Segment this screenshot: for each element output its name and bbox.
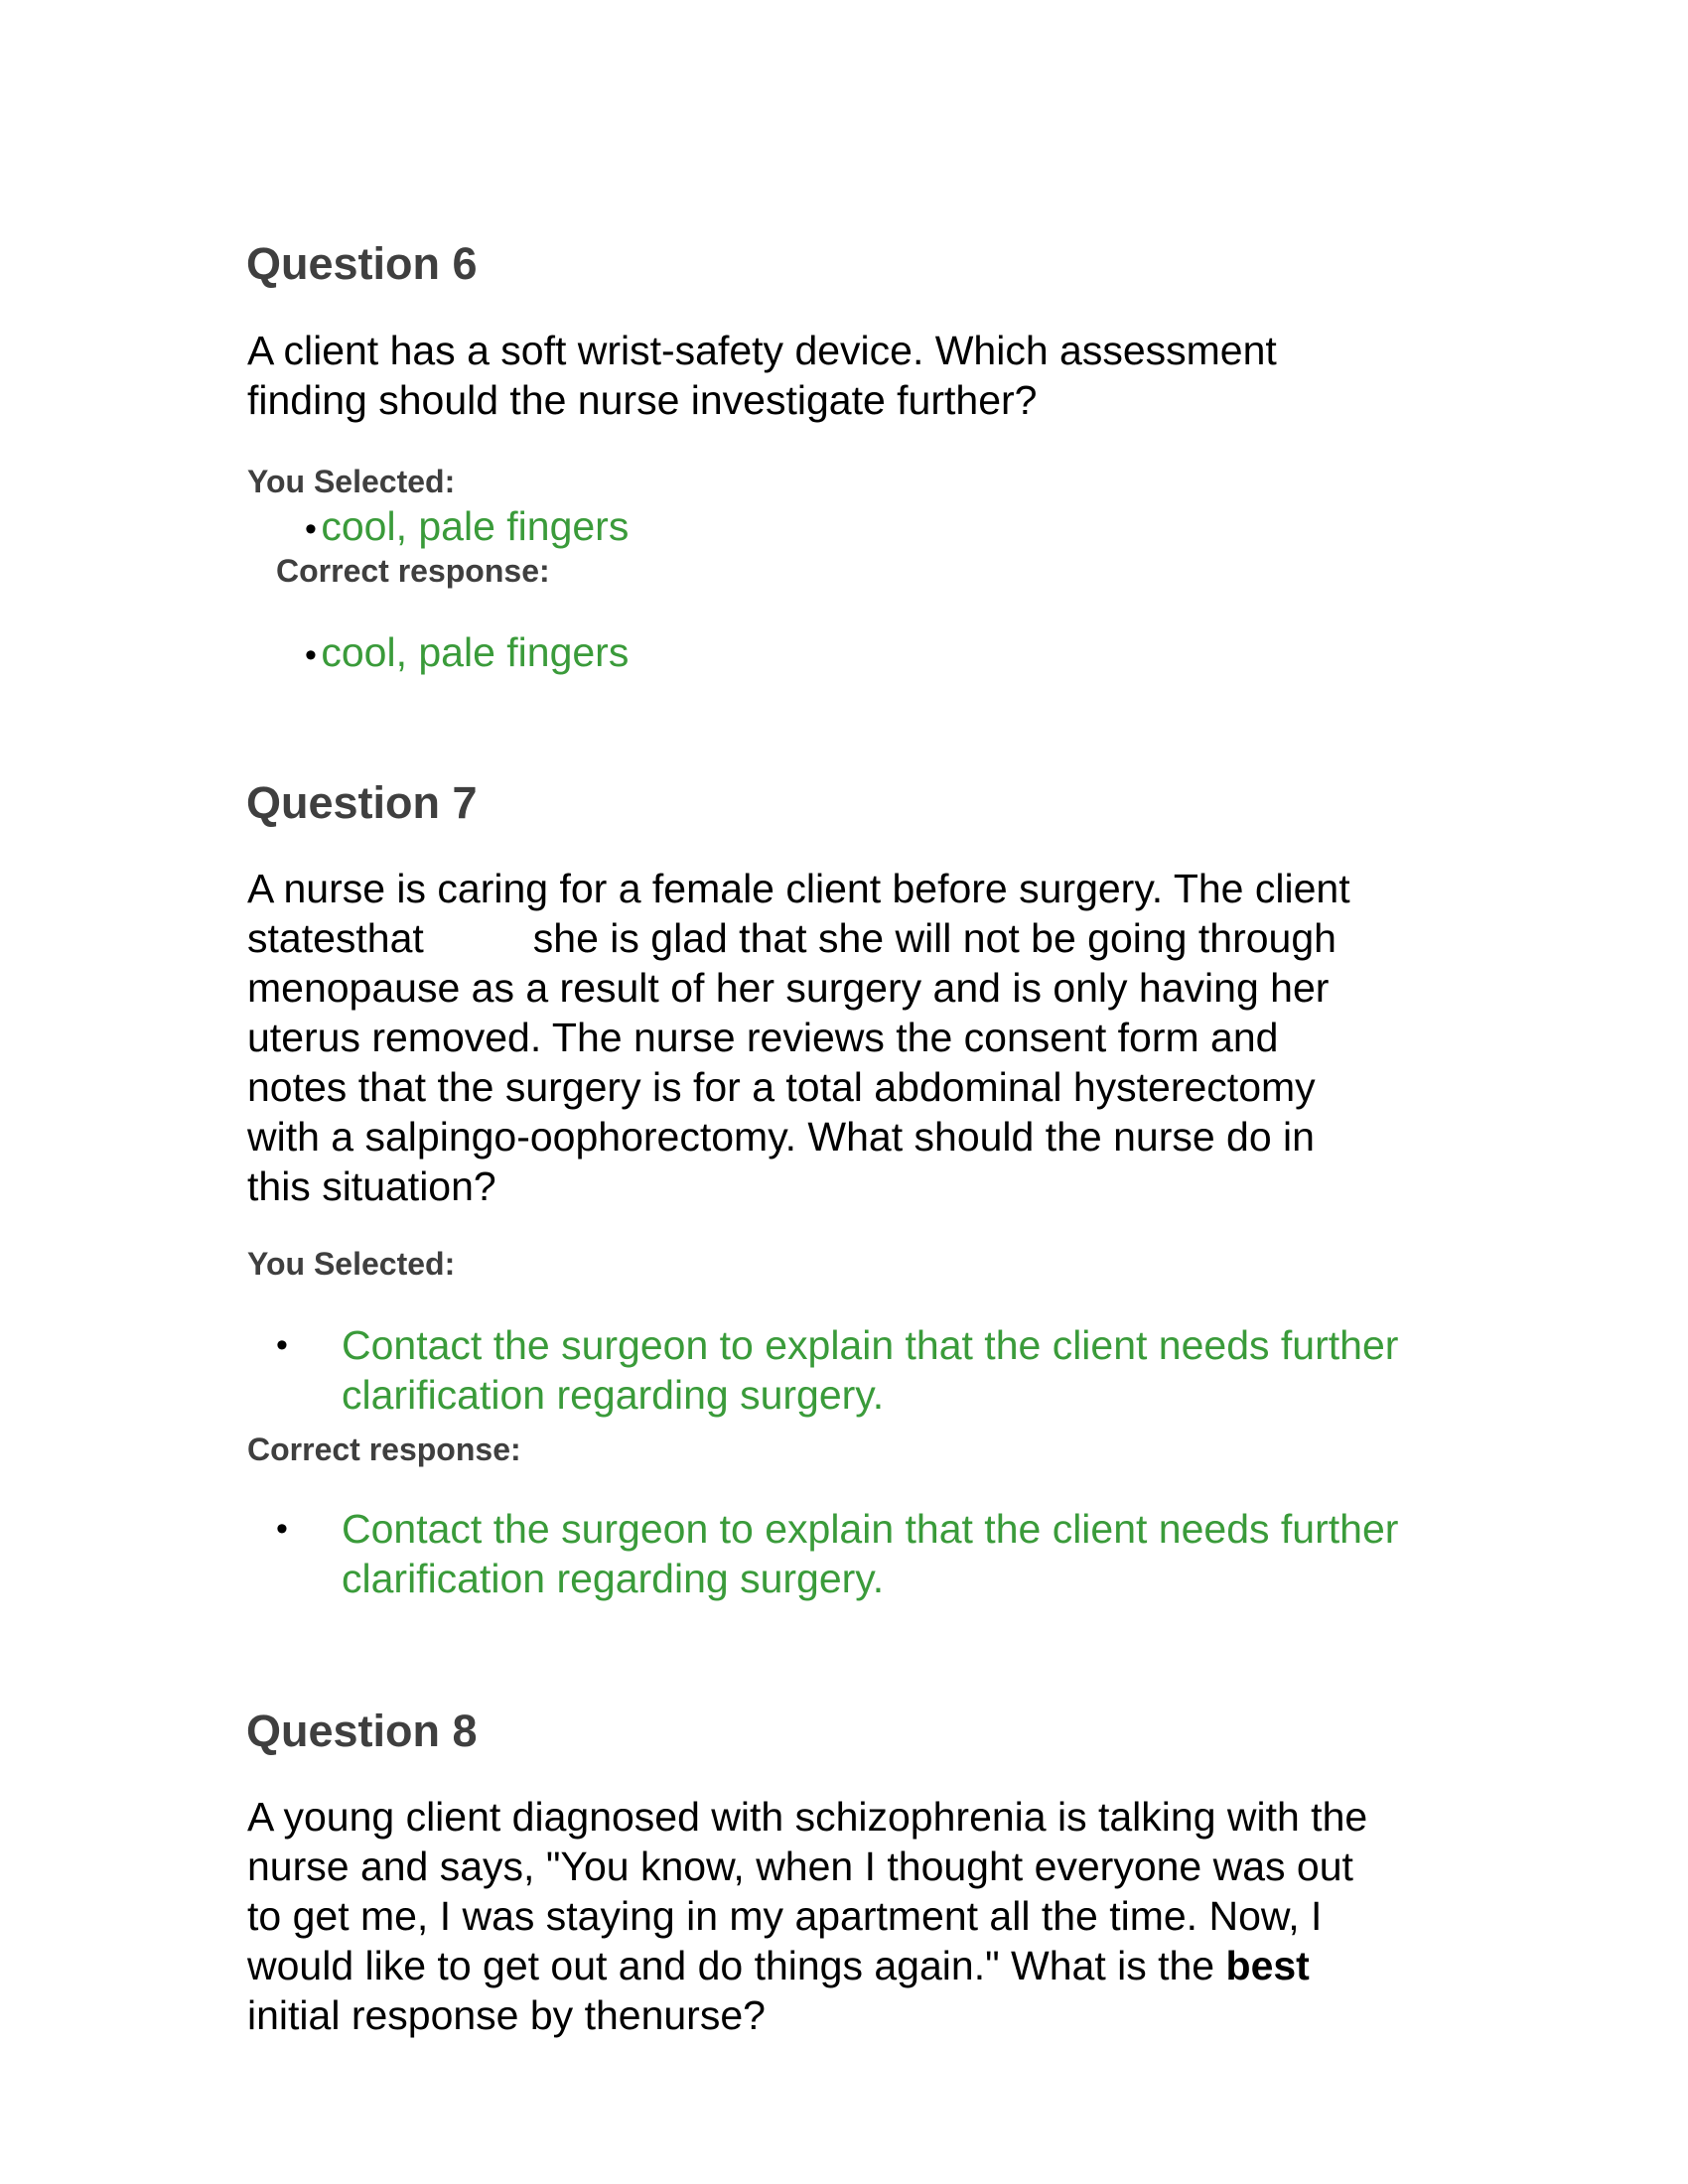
question-7-text-line-2b: she is glad that she will not be going through bbox=[532, 915, 1336, 961]
question-6-text-line-2: finding should the nurse investigate further? bbox=[247, 377, 1038, 423]
question-6-text-line-1: A client has a soft wrist-safety device. Which assessment bbox=[247, 328, 1277, 373]
question-7-correct-label: Correct response: bbox=[247, 1432, 521, 1467]
question-6-title: Question 6 bbox=[246, 238, 478, 289]
bullet-icon: • bbox=[276, 1326, 288, 1364]
bullet-icon: • bbox=[305, 510, 317, 548]
question-7-text-line-4: uterus removed. The nurse reviews the consent form and bbox=[247, 1015, 1279, 1060]
question-7-correct-answer-line-2: clarification regarding surgery. bbox=[342, 1556, 885, 1601]
question-6-selected-answer-item bbox=[305, 501, 629, 551]
question-8-text-line-2: nurse and says, "You know, when I thought everyone was out bbox=[247, 1843, 1353, 1889]
question-8-text-line-3: to get me, I was staying in my apartment all the time. Now, I bbox=[247, 1893, 1323, 1939]
question-8-text-line-5: initial response by thenurse? bbox=[247, 1992, 766, 2038]
question-8-text-line-4a: would like to get out and do things again." What is the bbox=[247, 1943, 1215, 1988]
question-7-you-selected-label: You Selected: bbox=[247, 1246, 456, 1282]
question-6-selected-answer: cool, pale fingers bbox=[321, 503, 630, 549]
bullet-icon: • bbox=[276, 1510, 288, 1548]
question-7-title: Question 7 bbox=[246, 777, 478, 828]
question-7-selected-answer-line-2: clarification regarding surgery. bbox=[342, 1372, 885, 1418]
question-6-correct-answer: cool, pale fingers bbox=[321, 629, 630, 675]
question-7-text-line-5: notes that the surgery is for a total abdominal hysterectomy bbox=[247, 1064, 1316, 1110]
question-7-text-line-6: with a salpingo-oophorectomy. What should the nurse do in bbox=[247, 1114, 1315, 1160]
question-8-title: Question 8 bbox=[246, 1706, 478, 1756]
question-7-selected-answer-line-1: Contact the surgeon to explain that the client needs further bbox=[342, 1322, 1399, 1368]
question-7-text-line-2 bbox=[247, 913, 1336, 963]
question-8-emphasis-best: best bbox=[1225, 1943, 1310, 1988]
question-8-text-line-4 bbox=[247, 1941, 1310, 1990]
question-7-text-line-1: A nurse is caring for a female client before surgery. The client bbox=[247, 866, 1350, 911]
question-6-correct-label: Correct response: bbox=[276, 553, 550, 589]
question-6-you-selected-label: You Selected: bbox=[247, 464, 456, 499]
question-8-text-line-1: A young client diagnosed with schizophrenia is talking with the bbox=[247, 1794, 1368, 1840]
question-7-text-line-3: menopause as a result of her surgery and is only having her bbox=[247, 965, 1330, 1011]
question-7-text-line-2a: statesthat bbox=[247, 915, 424, 961]
bullet-icon: • bbox=[305, 636, 317, 674]
question-7-text-line-7: this situation? bbox=[247, 1163, 496, 1209]
question-6-correct-answer-item bbox=[305, 627, 629, 677]
question-7-correct-answer-line-1: Contact the surgeon to explain that the client needs further bbox=[342, 1506, 1399, 1552]
